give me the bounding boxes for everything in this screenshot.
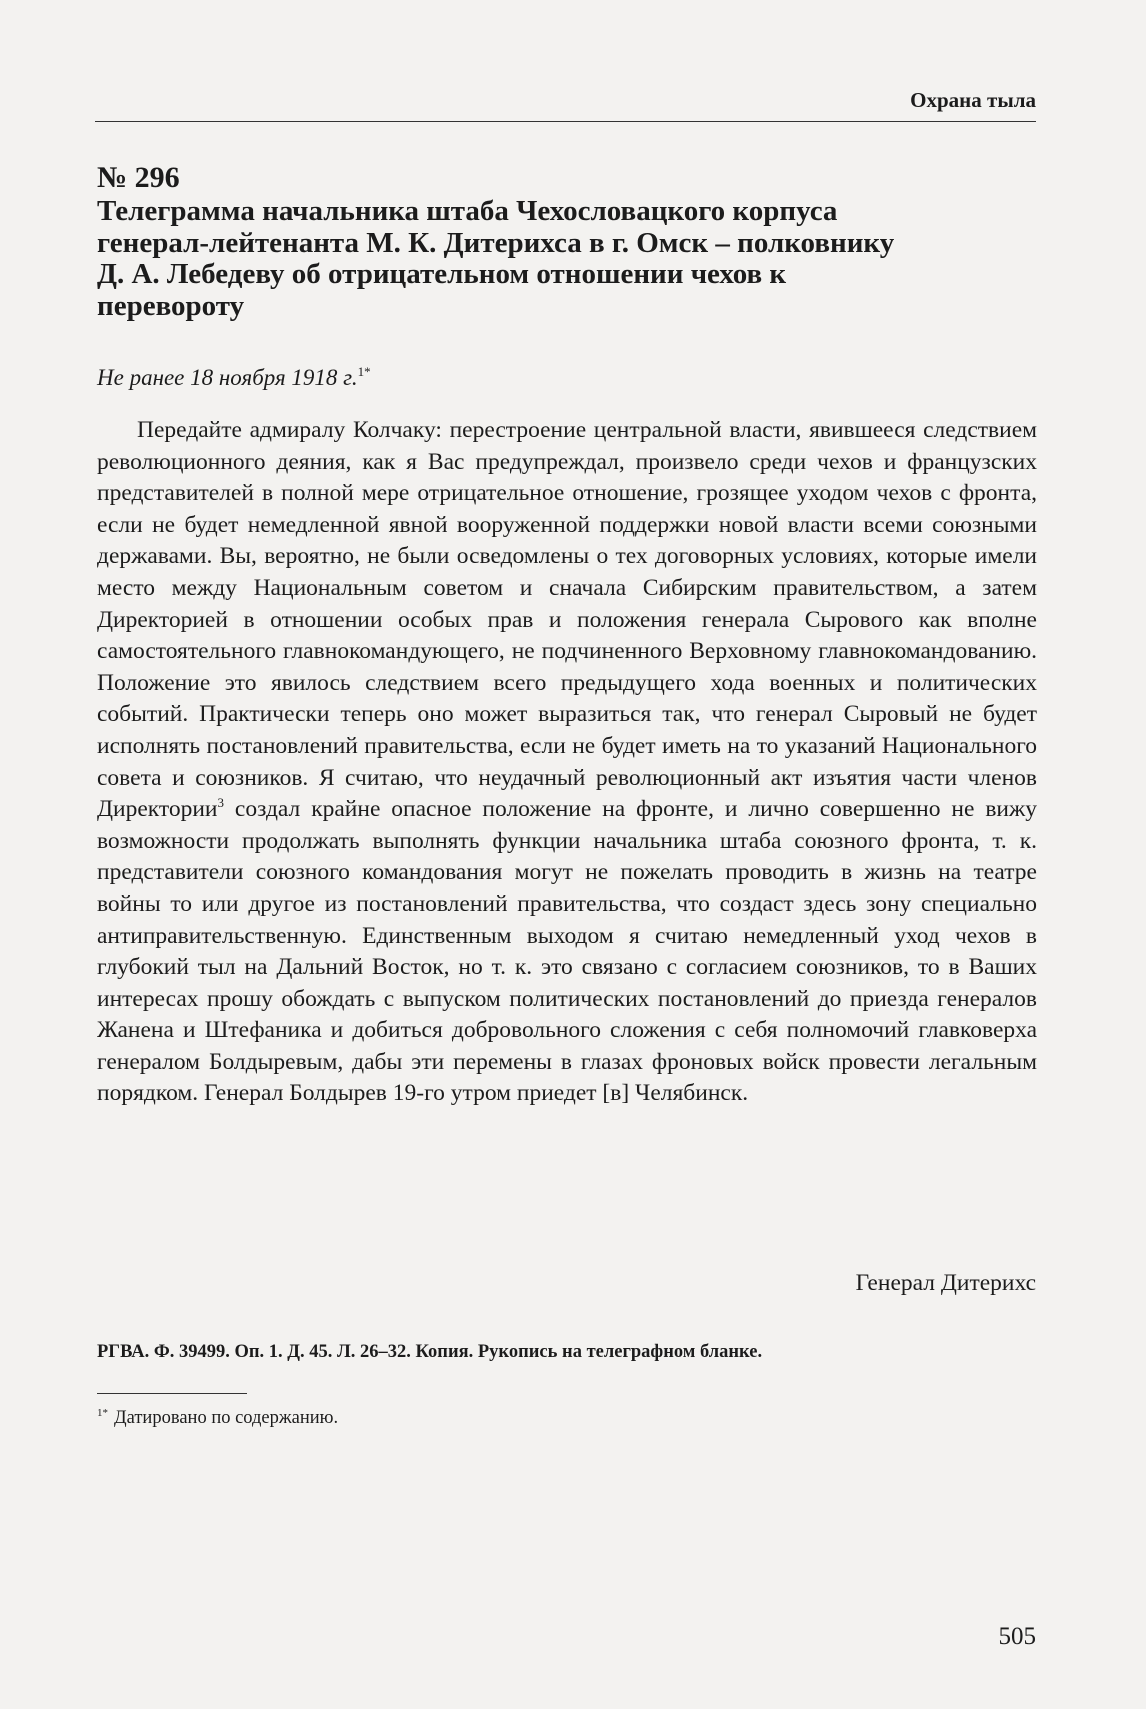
telegram-body-part1: Передайте адмиралу Колчаку: перестроение центральной власти, явившееся следствием революционного деяния, как я Вас предупреждал, произвело среди чехов и французских представителей в полной мере отрицательное отношение, грозящее уходом чехов с фронта, если не будет немедленной явной вооруженной поддержки новой власти всеми союзными державами. Вы, вероятно, не были осведомлены о тех договорных условиях, которые имели место между Национальным советом и сначала Сибирским правительством, а затем Директорией в отношении особых прав и положения генерала Сырового как вполне самостоятельного главнокомандующего, не подчиненного Верховному главнокомандованию. Положение это явилось следствием всего предыдущего хода военных и политических событий. Практически теперь оно может выразиться так, что генерал Сыровый не будет исполнять постановлений правительства, если не будет иметь на то указаний Национального совета и союзников. Я считаю, что неудачный революционный акт изъятия части членов Директории bbox=[97, 417, 1037, 823]
running-head: Охрана тыла bbox=[910, 88, 1036, 112]
document-number: № 296 bbox=[97, 161, 180, 194]
document-date bbox=[97, 357, 371, 393]
document-title: Телеграмма начальника штаба Чехословацкого корпуса генерал-лейтенанта М. К. Дитерихса в г. Омск – полковнику Д. А. Лебедеву об отрицательном отношении чехов к перевороту bbox=[97, 195, 895, 322]
page-number: 505 bbox=[998, 1623, 1036, 1650]
body-footnote-mark: 3 bbox=[217, 795, 225, 811]
footnote-text: Датировано по содержанию. bbox=[114, 1408, 339, 1428]
date-footnote-mark: 1* bbox=[357, 364, 371, 379]
telegram-body-part2: создал крайне опасное положение на фронте, и лично совершенно не вижу возможности продолжать выполнять функции начальника штаба союзного фронта, т. к. представители союзного командования могут не пожелать проводить в жизнь на театре войны то или другое из постановлений правительства, что создаст здесь зону специально антиправительственную. Единственным выходом я считаю немедленный уход чехов в глубокий тыл на Дальний Восток, но т. к. это связано с согласием союзников, то в Ваших интересах прошу обождать с выпуском политических постановлений до приезда генералов Жанена и Штефаника и добиться добровольного сложения с себя полномочий главковерха генералом Болдыревым, дабы эти перемены в глазах фроновых войск провести легальным порядком. Генерал Болдырев 19-го утром приедет [в] Челябинск. bbox=[97, 796, 1037, 1107]
telegram-body bbox=[97, 415, 1037, 1110]
signature: Генерал Дитерихс bbox=[855, 1270, 1036, 1296]
archive-reference: РГВА. Ф. 39499. Оп. 1. Д. 45. Л. 26–32. Копия. Рукопись на телеграфном бланке. bbox=[97, 1342, 763, 1362]
document-date-text: Не ранее 18 ноября 1918 г. bbox=[97, 365, 358, 390]
footnote-divider bbox=[97, 1393, 247, 1394]
footnote-mark: 1* bbox=[97, 1407, 108, 1419]
footnote bbox=[97, 1400, 338, 1431]
header-divider bbox=[95, 121, 1036, 122]
